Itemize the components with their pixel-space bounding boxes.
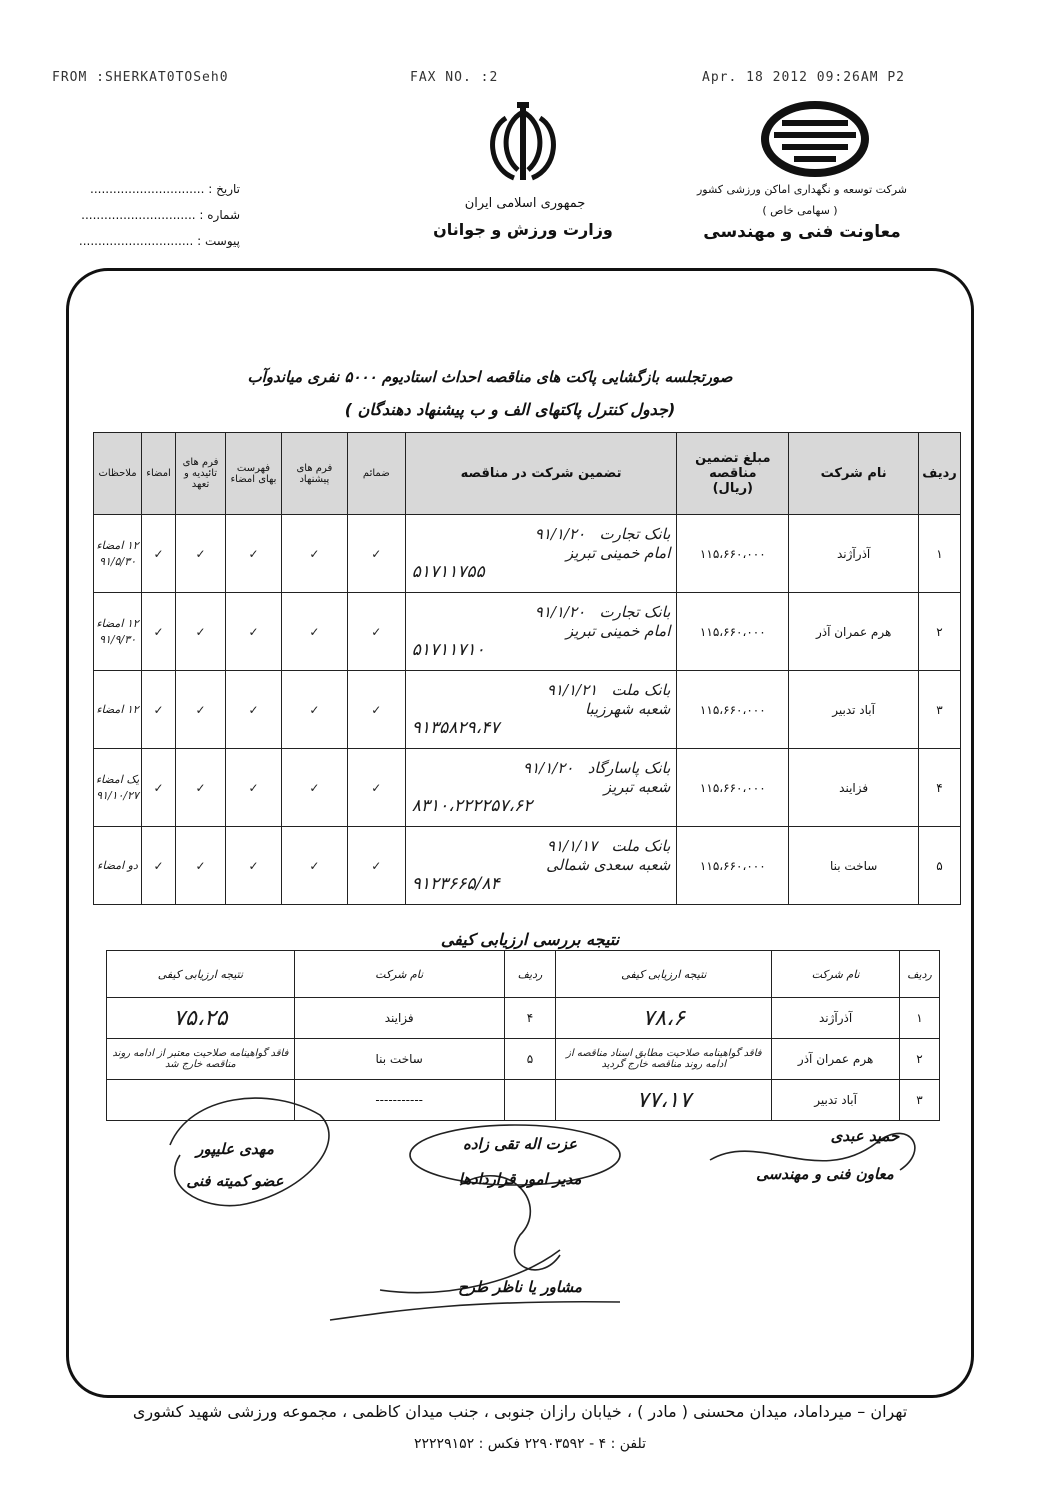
bank-name (412, 681, 671, 700)
q-result: ۷۸،۶ (556, 998, 772, 1039)
note-date: ۹۱/۵/۳۰ (99, 554, 137, 568)
letter-fields (70, 176, 240, 254)
q-header-row-right: ردیف (900, 951, 940, 998)
guarantee-amount: ۱۱۵،۶۶۰،۰۰۰ (677, 749, 789, 827)
q-row-number: ۳ (900, 1080, 940, 1121)
q-result: فاقد گواهینامه صلاحیت مطابق اسناد مناقصه از ادامه روند مناقصه خارج گردید (556, 1039, 772, 1080)
check-col-c: ✓ (226, 827, 282, 905)
guarantee-date: ۹۱/۱/۲۱ (546, 681, 598, 699)
check-col-b: ✓ (176, 593, 226, 671)
note-date: ۹۱/۹/۳۰ (99, 632, 137, 646)
q-company: ----------- (294, 1080, 504, 1121)
company-logo (760, 100, 870, 178)
check-col-e: ✓ (347, 515, 405, 593)
ministry-name: وزارت ورزش و جوانان (433, 220, 613, 239)
guarantee-date: ۹۱/۱/۲۰ (534, 525, 586, 543)
header-col-f: ملاحظات (94, 433, 142, 515)
field-number-label: شماره : (199, 208, 240, 222)
check-col-d: ✓ (281, 593, 347, 671)
check-col-b: ✓ (176, 671, 226, 749)
main-title: صورتجلسه بازگشایی پاکت های مناقصه احداث استادیوم ۵۰۰۰ نفری میاندوآب (247, 368, 733, 386)
field-attachment (70, 228, 240, 254)
check-col-b: ✓ (176, 827, 226, 905)
check-col-c: ✓ (226, 515, 282, 593)
table-row (94, 515, 961, 593)
guarantee-details (405, 593, 677, 671)
check-col-c: ✓ (226, 593, 282, 671)
table-row (94, 593, 961, 671)
branch-name: شعبه شهرزیبا (584, 700, 671, 718)
q-company: ساخت بنا (294, 1039, 504, 1080)
table-row (94, 671, 961, 749)
q-result: ۷۷،۱۷ (556, 1080, 772, 1121)
header-amount-2: مناقصه (709, 466, 757, 481)
company-name-cell: هرم عمران آذر (789, 593, 919, 671)
guarantee-amount: ۱۱۵،۶۶۰،۰۰۰ (677, 515, 789, 593)
company-name-cell: فزایند (789, 749, 919, 827)
q-company: آذرآژند (772, 998, 900, 1039)
signatory-center-title: مدیر امور قراردادها (458, 1170, 582, 1188)
note-signatures: ۱۲ امضاء (96, 616, 139, 630)
bank-name (412, 837, 671, 856)
guarantee-date: ۹۱/۱/۲۰ (523, 759, 574, 777)
note-signatures: ۱۲ امضاء (96, 538, 139, 552)
branch-name: امام خمینی تبریز (565, 544, 671, 562)
guarantee-number: ۵۱۷۱۱۷۵۵ (411, 562, 485, 582)
note-cell (94, 749, 142, 827)
envelope-control-table (93, 432, 961, 905)
header-col-b: فرم های تائیدیه و تعهد (176, 433, 226, 515)
bank-label: بانک پاسارگاد (587, 759, 671, 777)
q-company: آباد تدبیر (772, 1080, 900, 1121)
row-number: ۵ (919, 827, 961, 905)
signatory-left-name: مهدی علیپور (196, 1140, 274, 1158)
footer-address: تهران – میرداماد، میدان محسنی ( مادر ) ، خیابان رازان جنوبی ، جنب میدان کاظمی ، مجموعه ورزشی شهید کشوری (132, 1402, 908, 1421)
header-amount-3: (ریال) (712, 481, 754, 496)
sub-title: (جدول کنترل پاکتهای الف و ب پیشنهاد دهندگان ) (344, 400, 676, 419)
table-header-row (94, 433, 961, 515)
row-number: ۲ (919, 593, 961, 671)
quality-header-row (107, 951, 940, 998)
note-cell (94, 671, 142, 749)
guarantee-number: ۹۱۳۵۸۲۹،۴۷ (411, 718, 500, 738)
q-result: ۷۵،۲۵ (107, 998, 295, 1039)
note-date: ۹۱/۱۰/۲۷ (96, 788, 139, 802)
field-attachment-label: پیوست : (197, 234, 240, 248)
fax-date: Apr. 18 2012 09:26AM P2 (702, 70, 906, 85)
note-signatures: یک امضاء (95, 772, 140, 786)
header-col-d: فرم های پیشنهاد (281, 433, 347, 515)
company-name-cell: ساخت بنا (789, 827, 919, 905)
check-col-d: ✓ (281, 749, 347, 827)
check-col-e: ✓ (347, 593, 405, 671)
check-col-b: ✓ (176, 515, 226, 593)
signature-scribble-right (700, 1100, 940, 1210)
header-guarantee: تضمین شرکت در مناقصه (405, 433, 677, 515)
field-number-dots: .............................. (81, 208, 196, 222)
row-number: ۳ (919, 671, 961, 749)
bank-label: بانک تجارت (599, 525, 671, 543)
header-amount (677, 433, 789, 515)
company-name-cell: آباد تدبیر (789, 671, 919, 749)
guarantee-amount: ۱۱۵،۶۶۰،۰۰۰ (677, 671, 789, 749)
q-header-company-left: نام شرکت (294, 951, 504, 998)
guarantee-date: ۹۱/۱/۱۷ (546, 837, 598, 855)
guarantee-details (405, 827, 677, 905)
check-col-d: ✓ (281, 515, 347, 593)
note-cell (94, 515, 142, 593)
quality-title: نتیجه بررسی ارزیابی کیفی (440, 930, 620, 949)
check-col-d: ✓ (281, 671, 347, 749)
check-col-a: ✓ (142, 671, 176, 749)
deputy-title: معاونت فنی و مهندسی (703, 222, 901, 242)
guarantee-details (405, 671, 677, 749)
signatory-right-name: حمید عبدی (830, 1127, 900, 1145)
q-row-number: ۵ (504, 1039, 556, 1080)
company-name-cell: آذرآژند (789, 515, 919, 593)
field-date (70, 176, 240, 202)
field-number (70, 202, 240, 228)
check-col-c: ✓ (226, 671, 282, 749)
quality-row (107, 1039, 940, 1080)
q-row-number: ۲ (900, 1039, 940, 1080)
bank-name (412, 525, 671, 544)
iran-emblem (478, 100, 568, 190)
field-attachment-dots: .............................. (78, 234, 194, 248)
q-row-number: ۴ (504, 998, 556, 1039)
bank-name (412, 603, 671, 622)
guarantee-amount: ۱۱۵،۶۶۰،۰۰۰ (677, 593, 789, 671)
bank-label: بانک تجارت (599, 603, 671, 621)
branch-name: شعبه سعدی شمالی (546, 856, 671, 874)
check-col-e: ✓ (347, 827, 405, 905)
header-company: نام شرکت (789, 433, 919, 515)
row-number: ۴ (919, 749, 961, 827)
guarantee-number: ۹۱۲۳۶۶۵/۸۴ (411, 874, 500, 894)
note-cell (94, 593, 142, 671)
check-col-e: ✓ (347, 749, 405, 827)
fax-from: FROM :SHERKAT0TOSeh0 (52, 70, 229, 85)
q-result: فاقد گواهینامه صلاحیت معتبر از ادامه روند مناقصه خارج شد (107, 1039, 295, 1080)
header-col-e: ضمائم (347, 433, 405, 515)
signatory-right-title: معاون فنی و مهندسی (756, 1165, 894, 1183)
branch-name: امام خمینی تبریز (565, 622, 671, 640)
q-header-row-left: ردیف (504, 951, 556, 998)
consultant-title: مشاور یا ناظر طرح (458, 1278, 582, 1296)
check-col-a: ✓ (142, 827, 176, 905)
guarantee-details (405, 749, 677, 827)
note-cell (94, 827, 142, 905)
quality-row (107, 998, 940, 1039)
table-row (94, 749, 961, 827)
company-name: شرکت توسعه و نگهداری اماکن ورزشی کشور (696, 183, 907, 196)
check-col-b: ✓ (176, 749, 226, 827)
guarantee-number: ۸۳۱۰،۲۲۲۲۵۷،۶۲ (411, 796, 533, 816)
bank-label: بانک ملت (611, 837, 671, 855)
header-col-a: امضاء (142, 433, 176, 515)
check-col-a: ✓ (142, 593, 176, 671)
note-signatures: دو امضاء (97, 858, 138, 872)
field-date-label: تاریخ : (208, 182, 240, 196)
check-col-c: ✓ (226, 749, 282, 827)
q-header-company-right: نام شرکت (772, 951, 900, 998)
check-col-e: ✓ (347, 671, 405, 749)
fax-number: FAX NO. :2 (410, 70, 499, 85)
check-col-d: ✓ (281, 827, 347, 905)
note-signatures: ۱۲ امضاء (96, 702, 139, 716)
q-row-number: ۱ (900, 998, 940, 1039)
header-col-c: فهرست بهای امضاء (226, 433, 282, 515)
check-col-a: ✓ (142, 749, 176, 827)
bank-label: بانک ملت (611, 681, 671, 699)
guarantee-date: ۹۱/۱/۲۰ (534, 603, 586, 621)
guarantee-details (405, 515, 677, 593)
republic-name: جمهوری اسلامی ایران (464, 196, 586, 211)
bank-name (412, 759, 671, 778)
header-row-no: ردیف (919, 433, 961, 515)
guarantee-amount: ۱۱۵،۶۶۰،۰۰۰ (677, 827, 789, 905)
company-type: ( سهامی خاص ) (762, 204, 838, 217)
check-col-a: ✓ (142, 515, 176, 593)
q-header-result-left: نتیجه ارزیابی کیفی (107, 951, 295, 998)
field-date-dots: .............................. (90, 182, 205, 196)
guarantee-number: ۵۱۷۱۱۷۱۰ (411, 640, 485, 660)
footer-phone: تلفن : ۴ - ۲۲۹۰۳۵۹۲ فکس : ۲۲۲۲۹۱۵۲ (413, 1436, 647, 1452)
table-row (94, 827, 961, 905)
signatory-left-title: عضو کمیته فنی (186, 1172, 284, 1190)
header-amount-1: مبلغ تضمین (695, 451, 771, 466)
branch-name: شعبه تبریز (603, 778, 671, 796)
q-company: هرم عمران آذر (772, 1039, 900, 1080)
q-company: فزایند (294, 998, 504, 1039)
signatory-center-name: عزت اله تقی زاده (462, 1135, 577, 1153)
q-header-result-right: نتیجه ارزیابی کیفی (556, 951, 772, 998)
row-number: ۱ (919, 515, 961, 593)
